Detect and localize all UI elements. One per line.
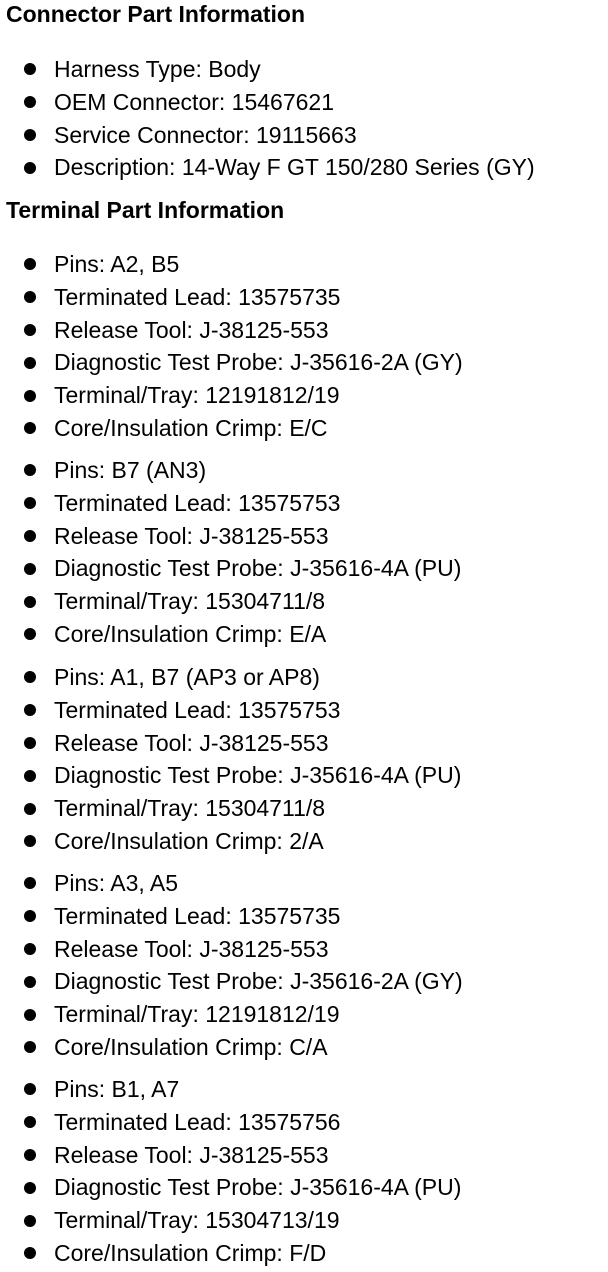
bullet-icon xyxy=(24,1083,36,1095)
list-item-text: Release Tool: J-38125-553 xyxy=(54,729,329,756)
bullet-icon xyxy=(24,324,36,336)
list-item-text: Diagnostic Test Probe: J-35616-4A (PU) xyxy=(54,1174,462,1201)
bullet-icon xyxy=(24,943,36,955)
list-item xyxy=(0,792,461,825)
list-item xyxy=(0,454,461,487)
list-item-text: Terminal/Tray: 15304711/8 xyxy=(54,795,326,822)
list-item xyxy=(0,1171,461,1204)
list-item-text: Core/Insulation Crimp: E/C xyxy=(54,414,328,441)
list-item-text: Pins: A3, A5 xyxy=(54,870,179,896)
bullet-icon xyxy=(24,129,36,141)
bullet-icon xyxy=(24,1116,36,1128)
list-item xyxy=(0,1139,461,1172)
list-item xyxy=(0,727,461,760)
list-item xyxy=(0,119,535,152)
list-item-text: Diagnostic Test Probe: J-35616-2A (GY) xyxy=(54,968,463,995)
list-item xyxy=(0,379,463,412)
list-item-text: Core/Insulation Crimp: F/D xyxy=(54,1239,327,1266)
list-item-text: Terminal/Tray: 15304713/19 xyxy=(54,1207,340,1234)
terminal-group xyxy=(0,454,461,651)
list-item-text: Diagnostic Test Probe: J-35616-4A (PU) xyxy=(54,555,462,582)
list-item xyxy=(0,1031,463,1064)
list-item-text: Service Connector: 19115663 xyxy=(54,121,357,148)
bullet-icon xyxy=(24,835,36,847)
terminal-group xyxy=(0,248,463,445)
list-item-text: Release Tool: J-38125-553 xyxy=(54,522,329,549)
list-item xyxy=(0,281,463,314)
list-item xyxy=(0,86,535,119)
list-item xyxy=(0,1204,461,1237)
list-item-text: Release Tool: J-38125-553 xyxy=(54,316,329,343)
list-item-text: Terminated Lead: 13575753 xyxy=(54,489,341,516)
bullet-icon xyxy=(24,976,36,988)
bullet-icon xyxy=(24,563,36,575)
bullet-icon xyxy=(24,877,36,889)
list-item xyxy=(0,53,535,86)
bullet-icon xyxy=(24,737,36,749)
list-item xyxy=(0,314,463,347)
list-item-text: Terminal/Tray: 12191812/19 xyxy=(54,382,340,409)
list-item-text: Terminated Lead: 13575753 xyxy=(54,696,341,723)
list-item-text: Diagnostic Test Probe: J-35616-2A (GY) xyxy=(54,349,463,376)
list-item xyxy=(0,1073,461,1106)
list-item xyxy=(0,661,461,694)
bullet-icon xyxy=(24,910,36,922)
bullet-icon xyxy=(24,803,36,815)
bullet-icon xyxy=(24,497,36,509)
bullet-icon xyxy=(24,530,36,542)
list-item-text: Pins: B1, A7 xyxy=(54,1076,180,1102)
bullet-icon xyxy=(24,357,36,369)
bullet-icon xyxy=(24,704,36,716)
list-item-text: Description: 14-Way F GT 150/280 Series (GY) xyxy=(54,154,535,181)
list-item xyxy=(0,825,461,858)
bullet-icon xyxy=(24,96,36,108)
list-item-text: Core/Insulation Crimp: 2/A xyxy=(54,827,324,854)
list-item-text: Harness Type: Body xyxy=(54,56,261,82)
list-item-text: Diagnostic Test Probe: J-35616-4A (PU) xyxy=(54,762,462,789)
bullet-icon xyxy=(24,162,36,174)
list-item xyxy=(0,487,461,520)
terminal-group xyxy=(0,1073,461,1270)
list-item xyxy=(0,933,463,966)
list-item-text: Terminal/Tray: 12191812/19 xyxy=(54,1001,340,1028)
bullet-icon xyxy=(24,1182,36,1194)
bullet-icon xyxy=(24,770,36,782)
terminal-group xyxy=(0,867,463,1064)
bullet-icon xyxy=(24,291,36,303)
connector-heading: Connector Part Information xyxy=(6,1,306,27)
bullet-icon xyxy=(24,63,36,75)
list-item xyxy=(0,998,463,1031)
list-item-text: Terminated Lead: 13575756 xyxy=(54,1108,341,1135)
bullet-icon xyxy=(24,1009,36,1021)
list-item xyxy=(0,1106,461,1139)
list-item-text: Pins: B7 (AN3) xyxy=(54,457,207,483)
bullet-icon xyxy=(24,1041,36,1053)
list-item xyxy=(0,867,463,900)
list-item xyxy=(0,151,535,184)
list-item xyxy=(0,552,461,585)
list-item-text: Core/Insulation Crimp: C/A xyxy=(54,1033,328,1060)
list-item xyxy=(0,585,461,618)
list-item-text: Terminated Lead: 13575735 xyxy=(54,283,341,310)
list-item xyxy=(0,520,461,553)
bullet-icon xyxy=(24,628,36,640)
list-item xyxy=(0,1237,461,1270)
list-item-text: Release Tool: J-38125-553 xyxy=(54,1141,329,1168)
terminal-group xyxy=(0,661,461,858)
list-item-text: Pins: A2, B5 xyxy=(54,251,180,277)
list-item-text: Pins: A1, B7 (AP3 or AP8) xyxy=(54,664,320,690)
bullet-icon xyxy=(24,1149,36,1161)
list-item-text: Terminated Lead: 13575735 xyxy=(54,902,341,929)
list-item xyxy=(0,346,463,379)
list-item-text: Core/Insulation Crimp: E/A xyxy=(54,620,327,647)
bullet-icon xyxy=(24,390,36,402)
list-item xyxy=(0,965,463,998)
bullet-icon xyxy=(24,596,36,608)
list-item xyxy=(0,694,461,727)
list-item-text: Terminal/Tray: 15304711/8 xyxy=(54,588,326,615)
bullet-icon xyxy=(24,671,36,683)
list-item xyxy=(0,412,463,445)
bullet-icon xyxy=(24,464,36,476)
list-item xyxy=(0,900,463,933)
list-item-text: OEM Connector: 15467621 xyxy=(54,88,335,115)
terminal-heading: Terminal Part Information xyxy=(6,197,285,223)
list-item xyxy=(0,618,461,651)
bullet-icon xyxy=(24,258,36,270)
list-item-text: Release Tool: J-38125-553 xyxy=(54,935,329,962)
bullet-icon xyxy=(24,422,36,434)
list-item xyxy=(0,248,463,281)
bullet-icon xyxy=(24,1247,36,1259)
list-item xyxy=(0,759,461,792)
bullet-icon xyxy=(24,1215,36,1227)
connector-list xyxy=(0,53,535,184)
